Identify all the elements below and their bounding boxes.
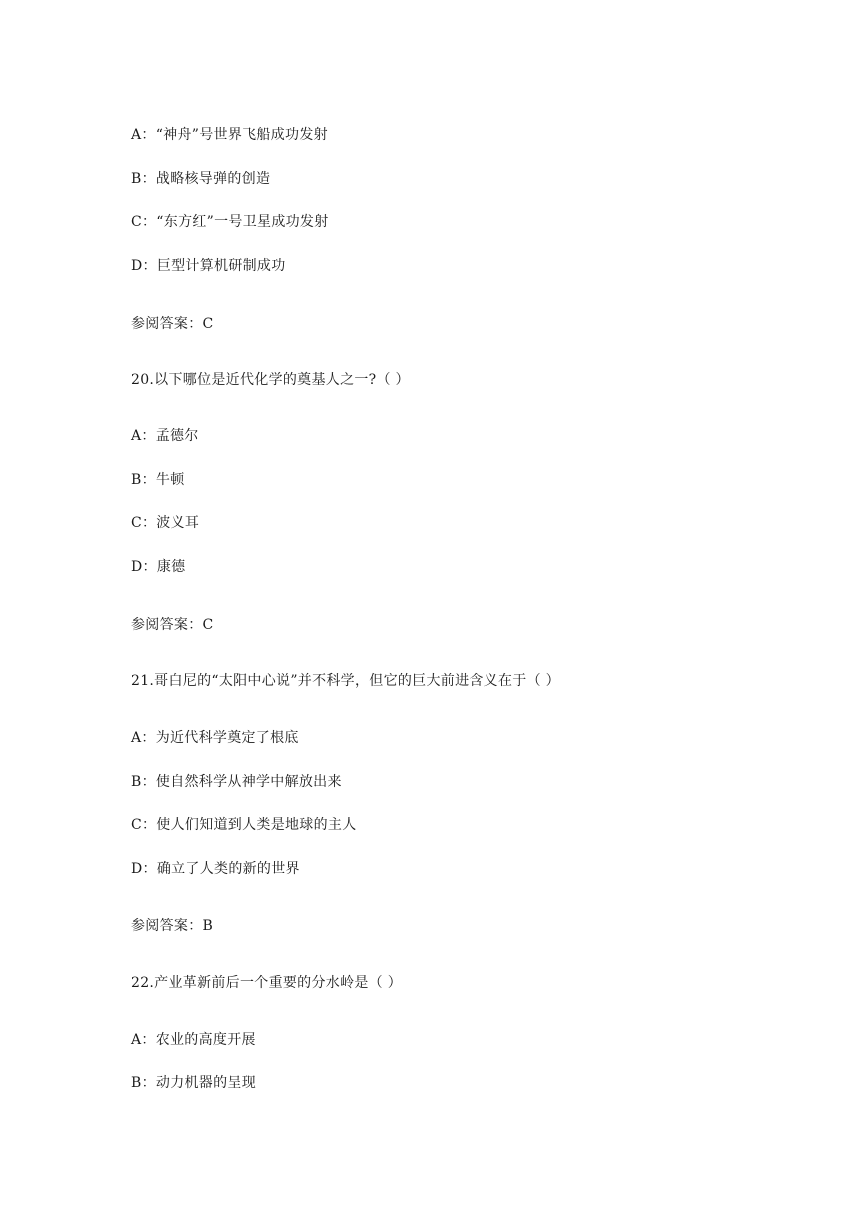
q19-option-d: D：巨型计算机研制成功 [131, 258, 286, 274]
q21-option-c: C：使人们知道到人类是地球的主人 [131, 817, 357, 833]
q20-option-c: C：波义耳 [131, 515, 200, 531]
q20-option-d: D：康德 [131, 559, 186, 575]
q19-answer: 参阅答案：C [131, 316, 214, 332]
q20-option-a: A：孟德尔 [131, 428, 199, 444]
q21-answer: 参阅答案：B [131, 918, 214, 934]
q21-option-b: B：使自然科学从神学中解放出来 [131, 774, 342, 790]
q19-option-a: A：“神舟”号世界飞船成功发射 [131, 127, 328, 143]
q22-option-b: B：动力机器的呈现 [131, 1075, 256, 1091]
q20-answer: 参阅答案：C [131, 617, 214, 633]
q22-option-a: A：农业的高度开展 [131, 1032, 256, 1048]
q21-option-d: D：确立了人类的新的世界 [131, 861, 300, 877]
q20-option-b: B：牛顿 [131, 472, 185, 488]
q21-option-a: A：为近代科学奠定了根底 [131, 730, 299, 746]
q19-option-b: B：战略核导弹的创造 [131, 171, 271, 187]
q19-option-c: C：“东方红”一号卫星成功发射 [131, 214, 329, 230]
q21-question: 21.哥白尼的“太阳中心说”并不科学，但它的巨大前进含义在于（ ） [131, 673, 560, 689]
q22-question: 22.产业革新前后一个重要的分水岭是（ ） [131, 975, 403, 991]
q20-question: 20.以下哪位是近代化学的奠基人之一?（ ） [131, 372, 410, 388]
